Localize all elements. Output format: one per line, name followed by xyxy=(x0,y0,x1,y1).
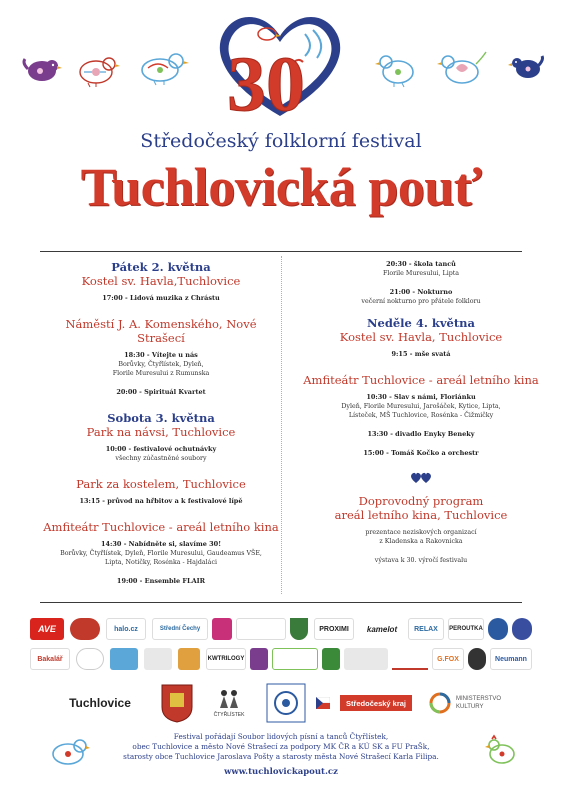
folklore-association-icon xyxy=(266,683,306,723)
ministry-of-culture-logo xyxy=(428,689,524,717)
event-detail: Dyleň, Florile Muresului, Jarošáček, Kytice, Lipta, xyxy=(341,403,501,410)
bottom-divider xyxy=(40,602,522,603)
sponsor-logo-circle-1 xyxy=(488,618,508,640)
sponsor-logo-fish xyxy=(76,648,104,670)
sponsor-logo-stredni-cechy: Střední Čechy xyxy=(152,618,208,640)
sponsor-logo-green-wide xyxy=(272,648,318,670)
sponsor-logo-face xyxy=(468,648,486,670)
sponsor-logo-ave: AVE xyxy=(30,618,64,640)
event-detail: prezentace neziskových organizací xyxy=(365,529,477,536)
sponsor-logo-kwtrilogy: KWTRILOGY xyxy=(206,648,246,670)
blue-bird-icon xyxy=(134,46,194,86)
purple-bird-icon xyxy=(22,55,62,85)
ministry-label-1: MINISTERSTVO xyxy=(456,696,502,702)
venue-heading: Park na návsi, Tuchlovice xyxy=(86,425,236,439)
event-line: 21:00 - Nokturno xyxy=(389,288,453,296)
sponsor-logo-red-line xyxy=(392,648,428,670)
event-detail: Florile Muresului z Rumunska xyxy=(112,370,210,377)
flag-icon xyxy=(316,697,330,709)
program-heading: Doprovodný program xyxy=(358,494,484,508)
event-detail: výstava k 30. výročí festivalu xyxy=(374,557,468,564)
event-detail: Florile Muresului, Lipta xyxy=(382,270,460,277)
event-line: 13:15 - průvod na hřbitov a k festivalové lípě xyxy=(79,497,243,505)
venue-heading: Kostel sv. Havla, Tuchlovice xyxy=(339,330,503,344)
sponsors-row-2 xyxy=(30,648,532,674)
event-line: 10:00 - festivalové ochutnávky xyxy=(105,445,217,453)
sponsor-logo-circle-2 xyxy=(512,618,532,640)
town-crest-icon xyxy=(160,683,194,723)
navy-bird-icon xyxy=(508,52,544,82)
patterned-bird-icon xyxy=(74,52,122,88)
venue-heading: Amfiteátr Tuchlovice - areál letního kina xyxy=(303,373,539,387)
sponsor-logo-halo: halo.cz xyxy=(106,618,146,640)
venue-heading: Náměstí J. A. Komenského, Nové Strašecí xyxy=(65,317,257,345)
organizers-note xyxy=(90,732,472,762)
sponsor-logo-bakalar: Bakalář xyxy=(30,648,70,670)
day-heading: Neděle 4. května xyxy=(367,316,475,330)
blue-bird-right-icon xyxy=(372,48,422,88)
sponsor-logo-gfox: G.FOX xyxy=(432,648,464,670)
event-line: 9:15 - mše svatá xyxy=(391,350,451,358)
sponsor-logo-cooperative xyxy=(236,618,286,640)
ctyrlistek-logo xyxy=(206,683,252,723)
tuchlovice-logo: Tuchlovice xyxy=(69,696,131,710)
sponsor-logo-purple-tile xyxy=(250,648,268,670)
poster-header xyxy=(0,0,562,250)
sponsor-logo-kamelot: kamelot xyxy=(360,618,404,640)
ministry-label-2: KULTURY xyxy=(456,704,484,710)
column-divider xyxy=(281,256,282,594)
festival-subtitle: Středočeský folklorní festival xyxy=(140,130,422,152)
event-detail: Borůvky, Čtyřlístek, Dyleň, Florile Muresului, Gaudeamus VŠE, xyxy=(60,550,262,557)
organizers-line: Festival pořádají Soubor lidových písní a tanců Čtyřlístek, xyxy=(173,732,389,741)
event-detail: Borůvky, Čtyřlístek, Dyleň, xyxy=(118,361,204,368)
sponsor-logo-map xyxy=(144,648,172,670)
event-line: 10:30 - Slav s námi, Floriánku xyxy=(366,393,476,401)
sponsor-logo-peroutka: PEROUTKA xyxy=(448,618,484,640)
anniversary-number: 30 xyxy=(227,40,305,124)
ctyrlistek-label: ČTYŘLÍSTEK xyxy=(213,712,245,718)
sponsor-logo-bar xyxy=(344,648,388,670)
partner-logos xyxy=(30,683,532,723)
organizers-line: obec Tuchlovice a město Nové Strašecí za podpory MK ČR a KÚ SK a FU PraŠk, xyxy=(132,742,430,751)
event-detail: Lipta, Notičky, Rosénka - Hajdaláci xyxy=(105,559,217,566)
event-line: 17:00 - Lidová muzika z Chrástu xyxy=(102,294,220,302)
event-line: 19:00 - Ensemble FLAIR xyxy=(116,577,206,585)
event-detail: Lísteček, MŠ Tuchlovice, Rosénka - Čižmičky xyxy=(348,412,494,419)
event-line: 20:30 - škola tanců xyxy=(386,260,456,268)
sponsor-logo-proximi: PROXIMI xyxy=(314,618,354,640)
program-subheading: areál letního kina, Tuchlovice xyxy=(334,508,508,522)
event-detail: všechny zúčastněné soubory xyxy=(115,455,207,462)
event-detail: večerní nokturno pro přátele folkloru xyxy=(361,298,481,305)
sponsor-logo-relax: RELAX xyxy=(408,618,444,640)
event-line: 15:00 - Tomáš Kočko a orchestr xyxy=(363,449,479,457)
top-divider xyxy=(40,251,522,252)
sponsor-logo-neumann: Neumann xyxy=(490,648,532,670)
festival-title: Tuchlovická pouť xyxy=(80,157,482,217)
sponsor-logo-shield xyxy=(290,618,308,640)
sponsor-logo-badge xyxy=(70,618,100,640)
event-detail: z Kladenska a Rakovnicka xyxy=(379,538,463,545)
sponsor-logo-blue xyxy=(110,648,138,670)
website-link[interactable]: www.tuchlovickapout.cz xyxy=(224,767,338,777)
program-right-column xyxy=(301,260,541,565)
day-heading: Pátek 2. května xyxy=(111,260,211,274)
footer-blue-bird-icon xyxy=(46,734,90,768)
venue-heading: Park za kostelem, Tuchlovice xyxy=(76,477,246,491)
sponsor-logo-savings xyxy=(212,618,232,640)
sponsors-row-1 xyxy=(30,618,532,644)
organizers-line: starosty obce Tuchlovice Jaroslava Pošty a starosty města Nové Strašecí Karla Filipa. xyxy=(123,752,439,761)
two-hearts-icon xyxy=(410,472,432,484)
footer-rooster-icon xyxy=(484,734,520,768)
tulip-bird-icon xyxy=(432,48,488,88)
anniversary-heart-logo xyxy=(205,4,355,124)
venue-heading: Kostel sv. Havla,Tuchlovice xyxy=(81,274,241,288)
day-heading: Sobota 3. května xyxy=(107,411,215,425)
event-line: 14:30 - Nabídněte si, slavíme 30! xyxy=(100,540,222,548)
dancers-icon xyxy=(214,688,244,712)
sponsor-logo-tiny xyxy=(178,648,200,670)
sponsor-logo-green-square xyxy=(322,648,340,670)
event-line: 18:30 - Vítejte u nás xyxy=(124,351,198,359)
stredocesky-kraj-logo: Středočeský kraj xyxy=(340,695,412,711)
event-line: 20:00 - Spirituál Kvartet xyxy=(116,388,206,396)
event-line: 13:30 - divadlo Enyky Beneky xyxy=(367,430,475,438)
ministry-swirl-icon xyxy=(428,691,452,715)
venue-heading: Amfiteátr Tuchlovice - areál letního kina xyxy=(43,520,279,534)
program-left-column xyxy=(41,260,281,586)
